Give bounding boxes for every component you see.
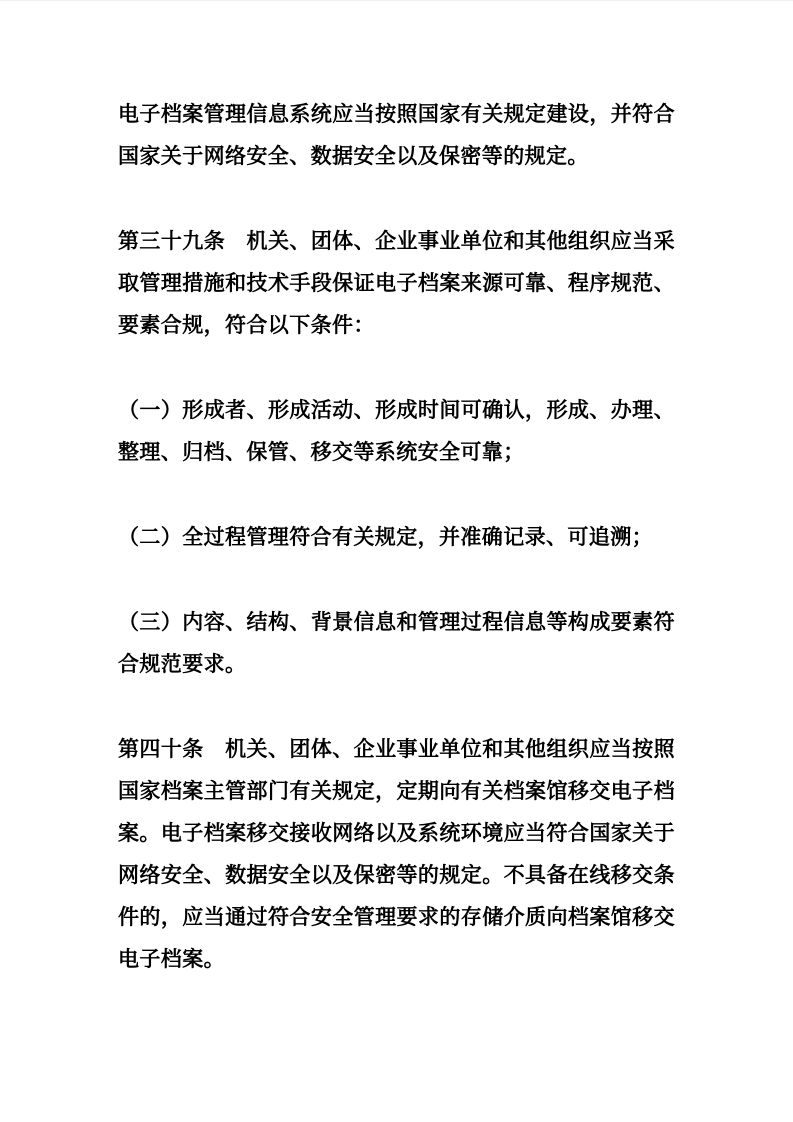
paragraph-article-40: 第四十条 机关、团体、企业事业单位和其他组织应当按照国家档案主管部门有关规定，定期向有关档案馆移交电子档案。电子档案移交接收网络以及系统环境应当符合国家关于网络安全、数据安全以及保密等的规定。不具备在线移交条件的，应当通过符合安全管理要求的存储介质向档案馆移交电子档案。	[118, 737, 675, 971]
paragraph-intro-system: 电子档案管理信息系统应当按照国家有关规定建设，并符合国家关于网络安全、数据安全以及保密等的规定。	[118, 102, 675, 168]
paragraph-article-39-item-3: （三）内容、结构、背景信息和管理过程信息等构成要素符合规范要求。	[118, 610, 675, 676]
paragraph-article-39-item-2: （二）全过程管理符合有关规定，并准确记录、可追溯；	[118, 525, 653, 549]
paragraph-article-39: 第三十九条 机关、团体、企业事业单位和其他组织应当采取管理措施和技术手段保证电子档案来源可靠、程序规范、要素合规，符合以下条件：	[118, 229, 675, 337]
paragraph-article-39-item-1: （一）形成者、形成活动、形成时间可确认，形成、办理、整理、归档、保管、移交等系统安全可靠；	[118, 398, 675, 464]
document-body	[118, 93, 675, 980]
